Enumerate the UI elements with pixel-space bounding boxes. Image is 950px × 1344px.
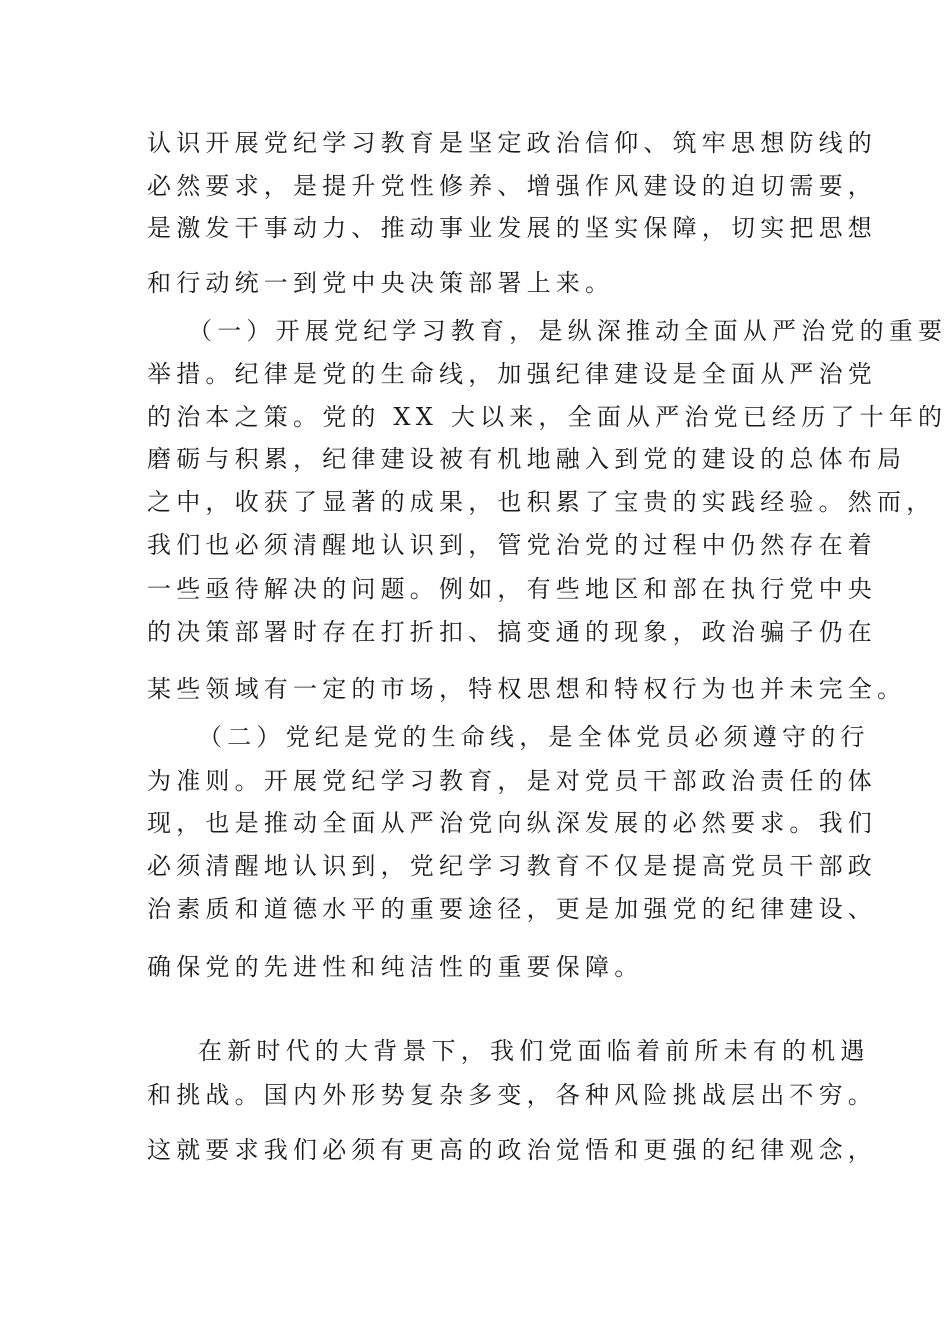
- text-line: 之中，收获了显著的成果，也积累了宝贵的实践经验。然而，: [147, 488, 936, 516]
- text-line: 的决策部署时存在打折扣、搞变通的现象，政治骗子仍在: [147, 618, 877, 646]
- text-line: 和行动统一到党中央决策部署上来。: [147, 269, 615, 297]
- text-line: 磨砺与积累，纪律建设被有机地融入到党的建设的总体布局: [147, 445, 907, 473]
- text-line: 必须清醒地认识到，党纪学习教育不仅是提高党员干部政: [147, 852, 877, 880]
- paragraph-heading-2: （二）党纪是党的生命线，是全体党员必须遵守的行: [198, 723, 870, 751]
- paragraph-heading-1: （一）开展党纪学习教育，是纵深推动全面从严治党的重要: [188, 317, 948, 345]
- text-line: 某些领域有一定的市场，特权思想和特权行为也并未完全。: [147, 675, 907, 703]
- text-line: 认识开展党纪学习教育是坚定政治信仰、筑牢思想防线的: [147, 129, 877, 157]
- text-line: 现，也是推动全面从严治党向纵深发展的必然要求。我们: [147, 809, 877, 837]
- text-line: 必然要求，是提升党性修养、增强作风建设的迫切需要，: [147, 172, 877, 200]
- text-line: 确保党的先进性和纯洁性的重要保障。: [147, 953, 644, 981]
- text-line: 我们也必须清醒地认识到，管党治党的过程中仍然存在着: [147, 531, 877, 559]
- text-line: 和挑战。国内外形势复杂多变，各种风险挑战层出不穷。: [147, 1081, 877, 1109]
- text-line: 是激发干事动力、推动事业发展的坚实保障，切实把思想: [147, 214, 877, 242]
- text-line: 举措。纪律是党的生命线，加强纪律建设是全面从严治党: [147, 360, 877, 388]
- text-line: 这就要求我们必须有更高的政治觉悟和更强的纪律观念，: [147, 1136, 877, 1164]
- text-line: 为准则。开展党纪学习教育，是对党员干部政治责任的体: [147, 767, 877, 795]
- text-line: 治素质和道德水平的重要途径，更是加强党的纪律建设、: [147, 895, 877, 923]
- paragraph-start: 在新时代的大背景下，我们党面临着前所未有的机遇: [198, 1037, 870, 1065]
- text-line: 一些亟待解决的问题。例如，有些地区和部在执行党中央: [147, 575, 877, 603]
- text-line: 的治本之策。党的 XX 大以来，全面从严治党已经历了十年的: [147, 403, 948, 431]
